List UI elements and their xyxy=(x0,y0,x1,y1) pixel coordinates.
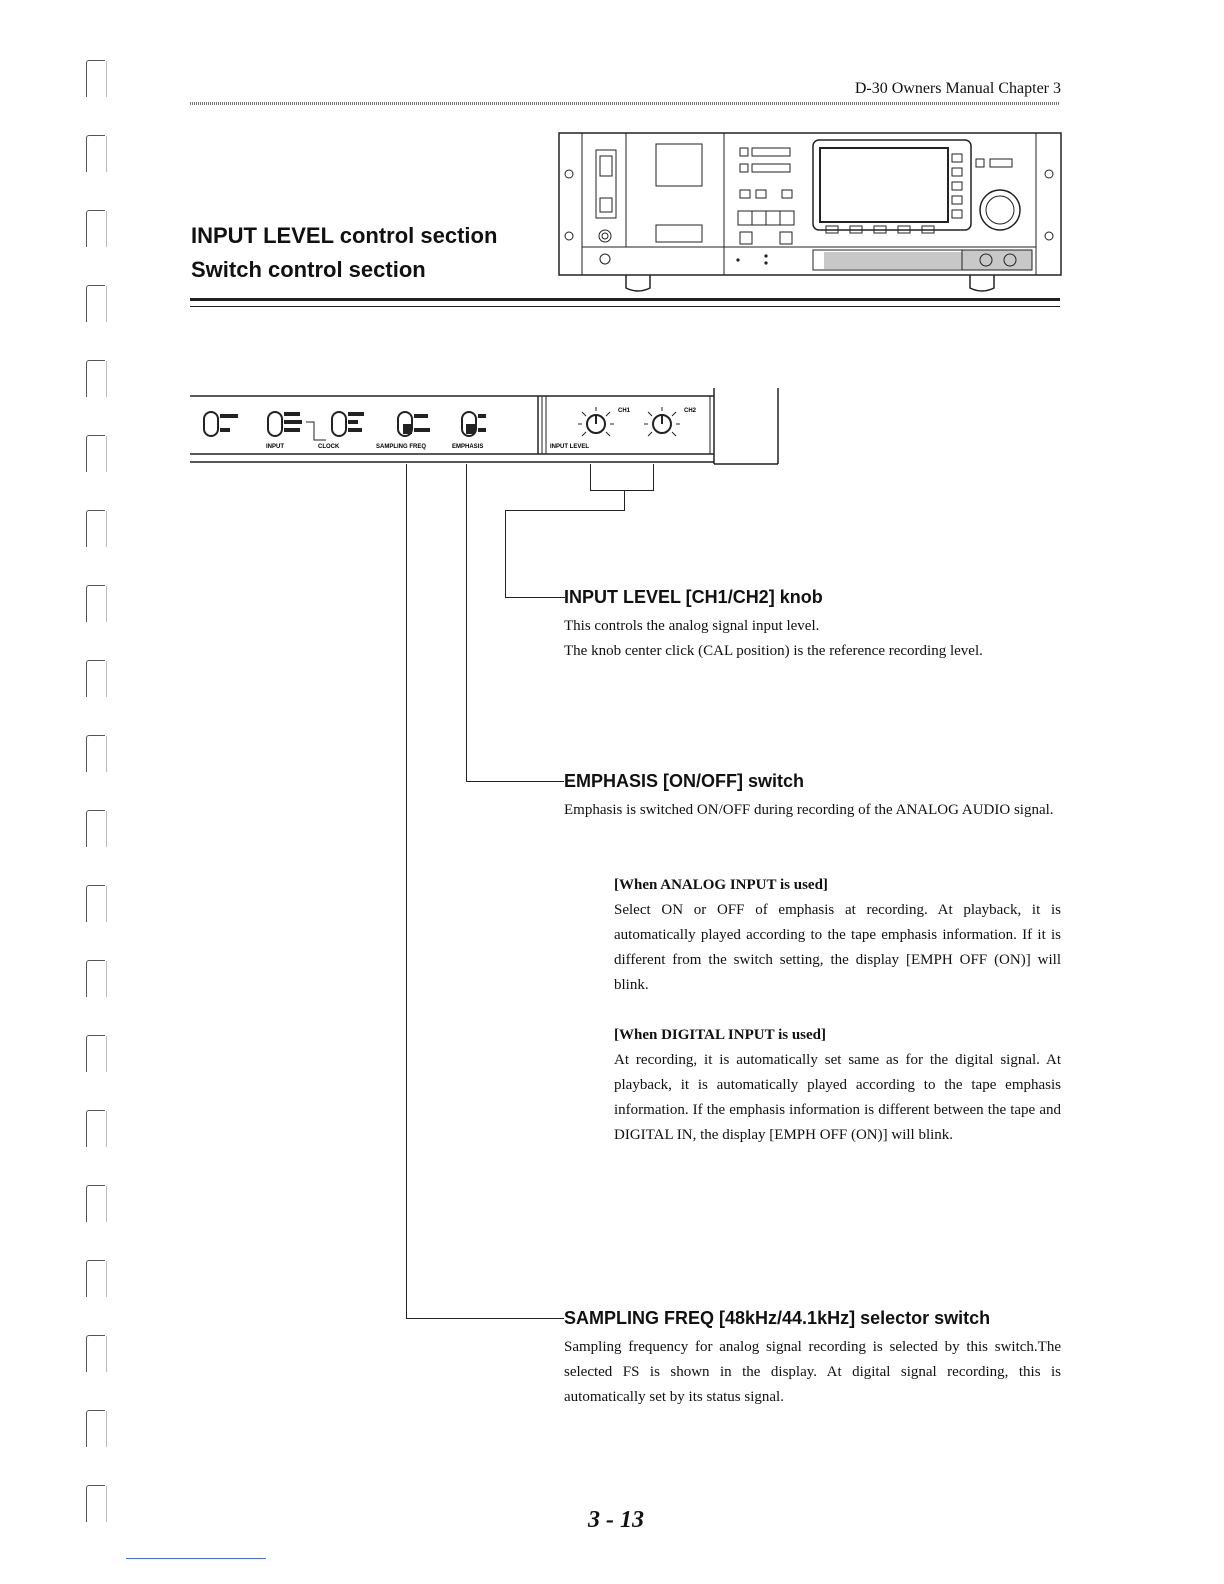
subsection-text-digital: At recording, it is automatically set same as for the digital signal. At playback, it is automatically played according to the tape emphasis information. If the emphasis information is different between the tape and DIGITAL IN, the display [EMPH OFF (ON)] will blink. xyxy=(614,1052,1061,1143)
switch-panel-illustration xyxy=(190,388,790,468)
label-input-level: INPUT LEVEL xyxy=(550,444,590,450)
binder-hole xyxy=(86,60,105,97)
header-rule xyxy=(190,102,1060,105)
binder-hole xyxy=(86,210,105,247)
binder-hole xyxy=(86,1335,105,1372)
binder-hole xyxy=(86,1185,105,1222)
binder-hole xyxy=(86,360,105,397)
binder-hole xyxy=(86,660,105,697)
binder-hole xyxy=(86,135,105,172)
label-emphasis: EMPHASIS xyxy=(452,444,484,450)
callout-text-emphasis: Emphasis is switched ON/OFF during recording of the ANALOG AUDIO signal. xyxy=(564,802,1054,818)
callout-heading-emphasis: EMPHASIS [ON/OFF] switch xyxy=(564,771,805,791)
section-rule-thin xyxy=(190,306,1060,307)
subsection-text-analog: Select ON or OFF of emphasis at recording. At playback, it is automatically played according to the tape emphasis information. If it is different from the switch setting, the display [EMPH OFF (ON)] will blink. xyxy=(614,902,1061,993)
page-number: 3 - 13 xyxy=(588,1507,644,1533)
running-header: D-30 Owners Manual Chapter 3 xyxy=(854,80,1061,97)
binder-hole xyxy=(86,585,105,622)
label-input: INPUT xyxy=(266,444,284,450)
section-title-input-level: INPUT LEVEL control section xyxy=(191,223,498,248)
subsection-title-digital: [When DIGITAL INPUT is used] xyxy=(614,1027,826,1043)
label-sampling-freq: SAMPLING FREQ xyxy=(376,444,427,450)
binder-hole xyxy=(86,810,105,847)
label-ch2: CH2 xyxy=(684,408,697,414)
binder-hole xyxy=(86,1035,105,1072)
binder-hole xyxy=(86,1260,105,1297)
binder-hole xyxy=(86,1110,105,1147)
bottom-mark xyxy=(126,1558,266,1559)
binder-hole xyxy=(86,1485,105,1522)
front-panel-illustration xyxy=(558,132,1063,297)
knob-ch1 xyxy=(578,407,614,436)
label-ch1: CH1 xyxy=(618,408,631,414)
knob-ch2 xyxy=(644,407,680,436)
callout-heading-sampling-freq: SAMPLING FREQ [48kHz/44.1kHz] selector switch xyxy=(564,1308,991,1328)
binder-hole xyxy=(86,960,105,997)
subsection-title-analog: [When ANALOG INPUT is used] xyxy=(614,877,828,893)
callout-text-line: The knob center click (CAL position) is the reference recording level. xyxy=(564,643,983,659)
binder-hole xyxy=(86,435,105,472)
binder-hole xyxy=(86,510,105,547)
callout-heading-input-level: INPUT LEVEL [CH1/CH2] knob xyxy=(564,587,823,607)
binder-hole xyxy=(86,885,105,922)
section-rule-thick xyxy=(190,298,1060,301)
callout-text-line: This controls the analog signal input level. xyxy=(564,618,820,634)
callout-text-sampling-freq: Sampling frequency for analog signal recording is selected by this switch.The selected FS is shown in the display. At digital signal recording, this is automatically set by its status signal. xyxy=(564,1339,1061,1405)
binder-hole xyxy=(86,1410,105,1447)
label-clock: CLOCK xyxy=(318,444,340,450)
binder-hole xyxy=(86,285,105,322)
section-title-switch-control: Switch control section xyxy=(191,257,426,282)
binder-hole xyxy=(86,735,105,772)
